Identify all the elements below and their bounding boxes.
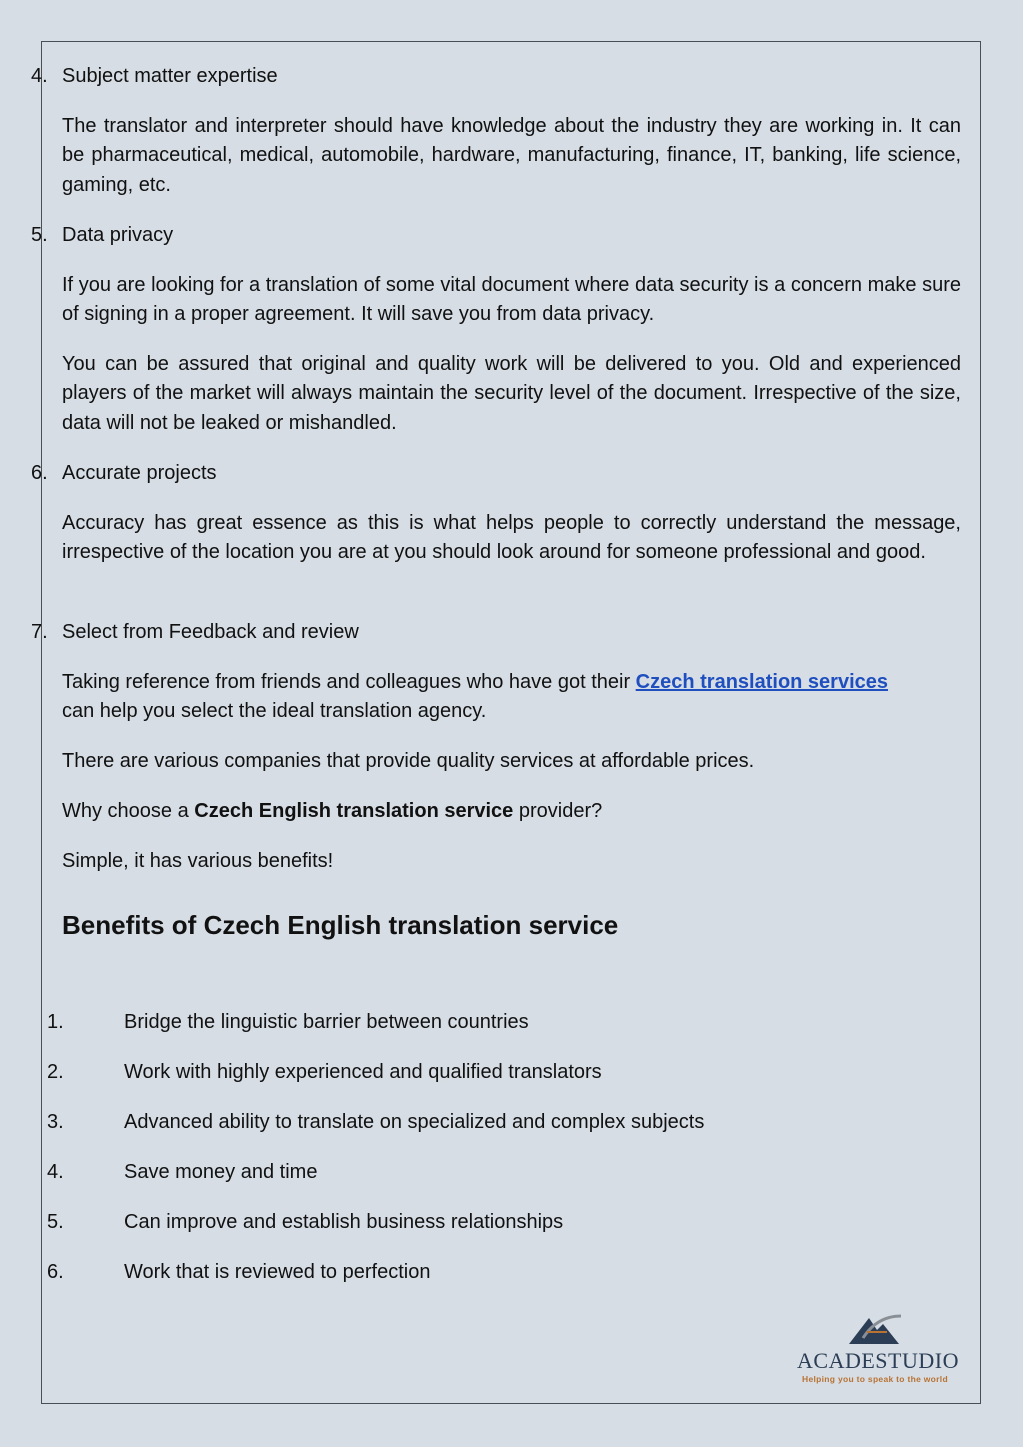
- item-title-data-privacy: Data privacy: [62, 224, 174, 246]
- benefit-number: 6.: [47, 1261, 64, 1283]
- paragraph-data-privacy-1: If you are looking for a translation of some vital document where data security is a concern make sure of signing in a proper agreement. It will save you from data privacy.: [62, 274, 961, 326]
- paragraph-text: can help you select the ideal translation agency.: [62, 700, 487, 723]
- list-number: 7.: [31, 621, 48, 643]
- paragraph-feedback: [62, 668, 961, 727]
- benefit-number: 4.: [47, 1161, 64, 1183]
- benefit-item: Work with highly experienced and qualified translators: [124, 1061, 602, 1083]
- logo-tagline: Helping you to speak to the world: [802, 1374, 948, 1384]
- czech-translation-services-link[interactable]: Czech translation services: [635, 671, 889, 693]
- benefit-item: Bridge the linguistic barrier between countries: [124, 1011, 529, 1033]
- paragraph-subject-matter: The translator and interpreter should have knowledge about the industry they are working in. It can be pharmaceutical, medical, automobile, hardware, manufacturing, finance, IT, banking, life science, gaming, etc.: [62, 115, 961, 196]
- paragraph-simple: Simple, it has various benefits!: [62, 850, 334, 872]
- benefit-number: 2.: [47, 1061, 64, 1083]
- paragraph-why-choose: [62, 797, 961, 826]
- benefit-number: 3.: [47, 1111, 64, 1133]
- benefit-item: Save money and time: [124, 1161, 318, 1183]
- logo-mark-icon: [843, 1312, 907, 1346]
- paragraph-data-privacy-2: You can be assured that original and quality work will be delivered to you. Old and experienced players of the market will always maintain the security level of the document. Irrespective of the size, data will not be leaked or mishandled.: [62, 353, 961, 434]
- benefit-number: 5.: [47, 1211, 64, 1233]
- paragraph-accurate-projects: Accuracy has great essence as this is what helps people to correctly understand the message, irrespective of the location you are at you should look around for someone professional and good.: [62, 512, 961, 564]
- item-title-accurate-projects: Accurate projects: [62, 462, 217, 484]
- benefit-item: Advanced ability to translate on specialized and complex subjects: [124, 1111, 705, 1133]
- acadestudio-logo: [780, 1312, 970, 1388]
- benefit-item: Can improve and establish business relationships: [124, 1211, 564, 1233]
- item-title-subject-matter: Subject matter expertise: [62, 65, 278, 87]
- item-title-feedback: Select from Feedback and review: [62, 621, 359, 643]
- paragraph-text: Taking reference from friends and colleagues who have got their: [62, 671, 636, 693]
- bold-phrase: Czech English translation service: [194, 800, 514, 822]
- paragraph-companies: There are various companies that provide quality services at affordable prices.: [62, 750, 755, 772]
- list-number: 4.: [31, 65, 48, 87]
- paragraph-text: provider?: [513, 800, 603, 822]
- benefit-item: Work that is reviewed to perfection: [124, 1261, 431, 1283]
- logo-name: ACADESTUDIO: [797, 1348, 959, 1373]
- paragraph-text: Why choose a: [62, 800, 195, 822]
- list-number: 5.: [31, 224, 48, 246]
- benefit-number: 1.: [47, 1011, 64, 1033]
- section-heading: Benefits of Czech English translation service: [62, 910, 619, 940]
- list-number: 6.: [31, 462, 48, 484]
